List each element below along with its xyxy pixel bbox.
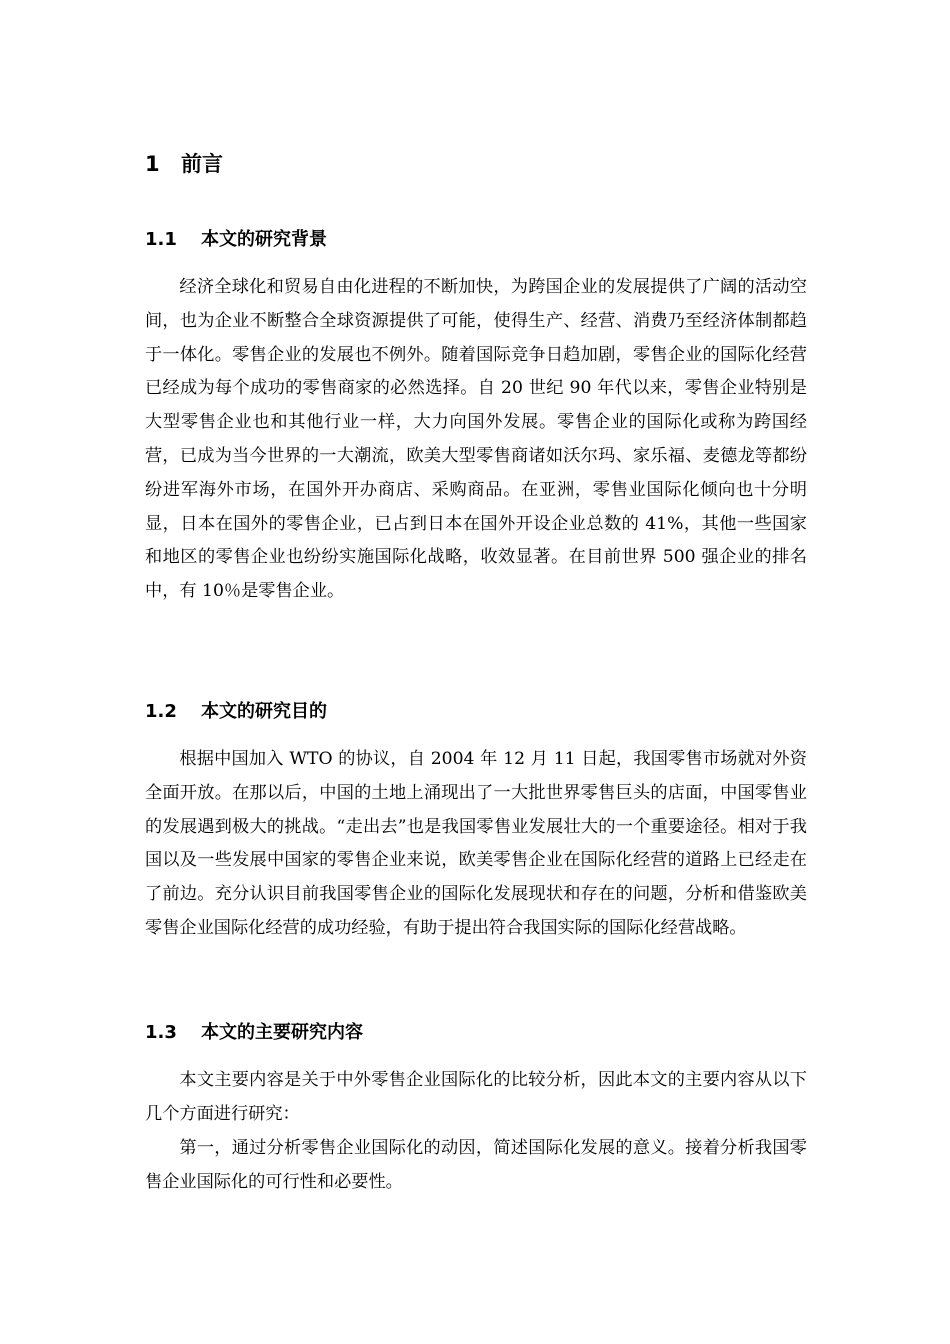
section-title: 本文的研究背景 xyxy=(201,229,327,250)
paragraph-research-content-first: 第一，通过分析零售企业国际化的动因，简述国际化发展的意义。接着分析我国零售企业国际化的可行性和必要性。 xyxy=(145,1138,807,1192)
section-number: 1.2 xyxy=(145,701,177,722)
paragraph-research-purpose: 根据中国加入 WTO 的协议，自 2004 年 12 月 11 日起，我国零售市场就对外资全面开放。在那以后，中国的土地上涌现出了一大批世界零售巨头的店面，中国零售业的发展遇到极大的挑战。“走出去”也是我国零售业发展壮大的一个重要途径。相对于我国以及一些发展中国家的零售企业来说，欧美零售企业在国际化经营的道路上已经走在了前边。充分认识目前我国零售企业的国际化发展现状和存在的问题，分析和借鉴欧美零售企业国际化经营的成功经验，有助于提出符合我国实际的国际化经营战略。 xyxy=(145,749,807,938)
section-heading-1-3 xyxy=(145,1018,363,1048)
section-heading-1-2 xyxy=(145,697,327,727)
chapter-heading xyxy=(145,148,223,180)
section-title: 本文的主要研究内容 xyxy=(201,1022,363,1043)
paragraph-research-background: 经济全球化和贸易自由化进程的不断加快，为跨国企业的发展提供了广阔的活动空间，也为企业不断整合全球资源提供了可能，使得生产、经营、消费乃至经济体制都趋于一体化。零售企业的发展也不例外。随着国际竞争日趋加剧，零售企业的国际化经营已经成为每个成功的零售商家的必然选择。自 20 世纪 90 年代以来，零售企业特别是大型零售企业也和其他行业一样，大力向国外发展。零售企业的国际化或称为跨国经营，已成为当今世界的一大潮流，欧美大型零售商诸如沃尔玛、家乐福、麦德龙等都纷纷进军海外市场，在国外开办商店、采购商品。在亚洲，零售业国际化倾向也十分明显，日本在国外的零售企业，已占到日本在国外开设企业总数的 41%，其他一些国家和地区的零售企业也纷纷实施国际化战略，收效显著。在目前世界 500 强企业的排名中，有 10％是零售企业。 xyxy=(145,277,807,602)
section-heading-1-1 xyxy=(145,225,327,255)
section-title: 本文的研究目的 xyxy=(201,701,327,722)
chapter-number: 1 xyxy=(145,152,160,176)
paragraph-research-content-intro: 本文主要内容是关于中外零售企业国际化的比较分析，因此本文的主要内容从以下几个方面进行研究： xyxy=(145,1070,807,1124)
section-number: 1.1 xyxy=(145,229,177,250)
section-number: 1.3 xyxy=(145,1022,177,1043)
chapter-title: 前言 xyxy=(181,152,223,176)
